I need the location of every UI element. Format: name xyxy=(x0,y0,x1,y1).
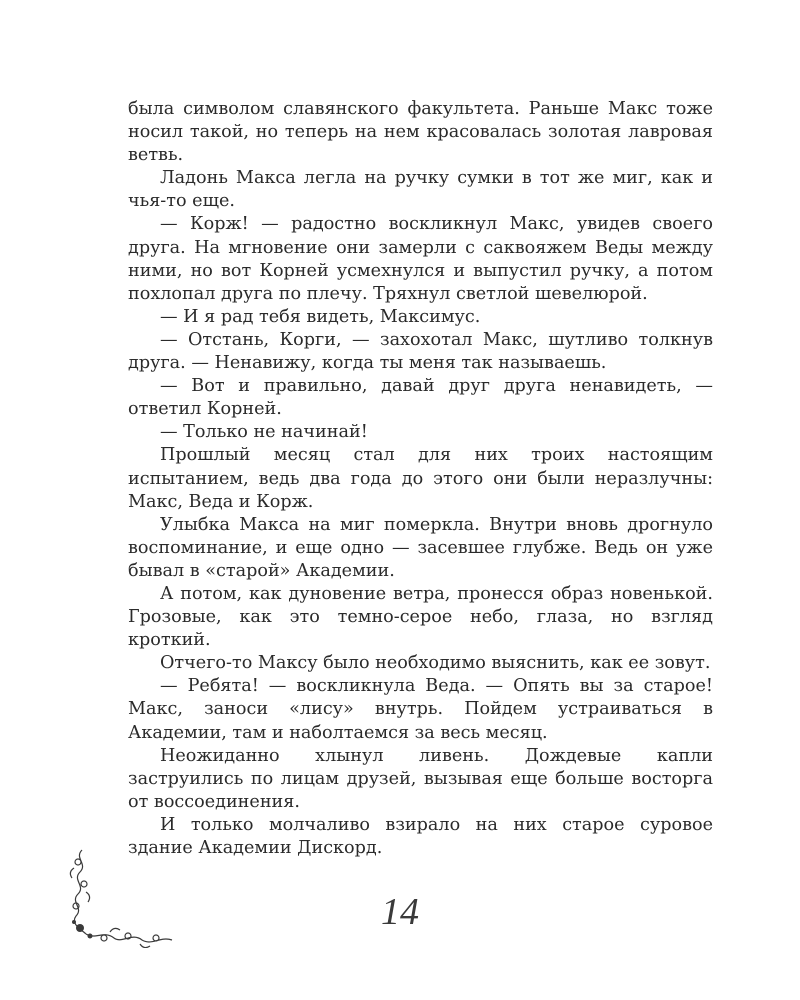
paragraph-3: — Корж! — радостно воскликнул Макс, увидев своего друга. На мгновение они замерли с саквояжем Веды между ними, но вот Корней усмехнулся и выпустил ручку, а потом похлопал друга по плечу. Тряхнул светлой шевелюрой. xyxy=(128,214,713,304)
paragraph-1: была символом славянского факультета. Раньше Макс тоже носил такой, но теперь на нем красовалась золотая лавровая ветвь. xyxy=(128,99,713,166)
paragraph-2: Ладонь Макса легла на ручку сумки в тот же миг, как и чья-то еще. xyxy=(128,168,713,212)
page-number: 14 xyxy=(381,891,419,933)
page-text xyxy=(128,98,713,860)
paragraph-14: И только молчаливо взирало на них старое суровое здание Академии Дискорд. xyxy=(128,814,713,858)
paragraph-12: — Ребята! — воскликнула Веда. — Опять вы за старое! Макс, заноси «лису» внутрь. Пойдем устраиваться в Академии, там и наболтаемся за весь месяц. xyxy=(128,676,713,743)
paragraph-4: — И я рад тебя видеть, Максимус. xyxy=(160,306,481,327)
paragraph-9: Улыбка Макса на миг померкла. Внутри вновь дрогнуло воспоминание, и еще одно — засевшее глубже. Ведь он уже бывал в «старой» Академии. xyxy=(128,514,713,581)
paragraph-6: — Вот и правильно, давай друг друга ненавидеть, — ответил Корней. xyxy=(128,376,713,420)
paragraph-5: — Отстань, Корги, — захохотал Макс, шутливо толкнув друга. — Ненавижу, когда ты меня так называешь. xyxy=(128,329,713,374)
paragraph-13: Неожиданно хлынул ливень. Дождевые капли заструились по лицам друзей, вызывая еще больше восторга от воссоединения. xyxy=(128,745,713,812)
paragraph-8: Прошлый месяц стал для них троих настоящим испытанием, ведь два года до этого они были неразлучны: Макс, Веда и Корж. xyxy=(128,445,713,512)
paragraph-10: А потом, как дуновение ветра, пронесся образ новенькой. Грозовые, как это темно-серое небо, глаза, но взгляд кроткий. xyxy=(128,583,713,651)
paragraph-11: Отчего-то Максу было необходимо выяснить, как ее зовут. xyxy=(160,653,711,674)
paragraph-7: — Только не начинай! xyxy=(160,422,368,443)
